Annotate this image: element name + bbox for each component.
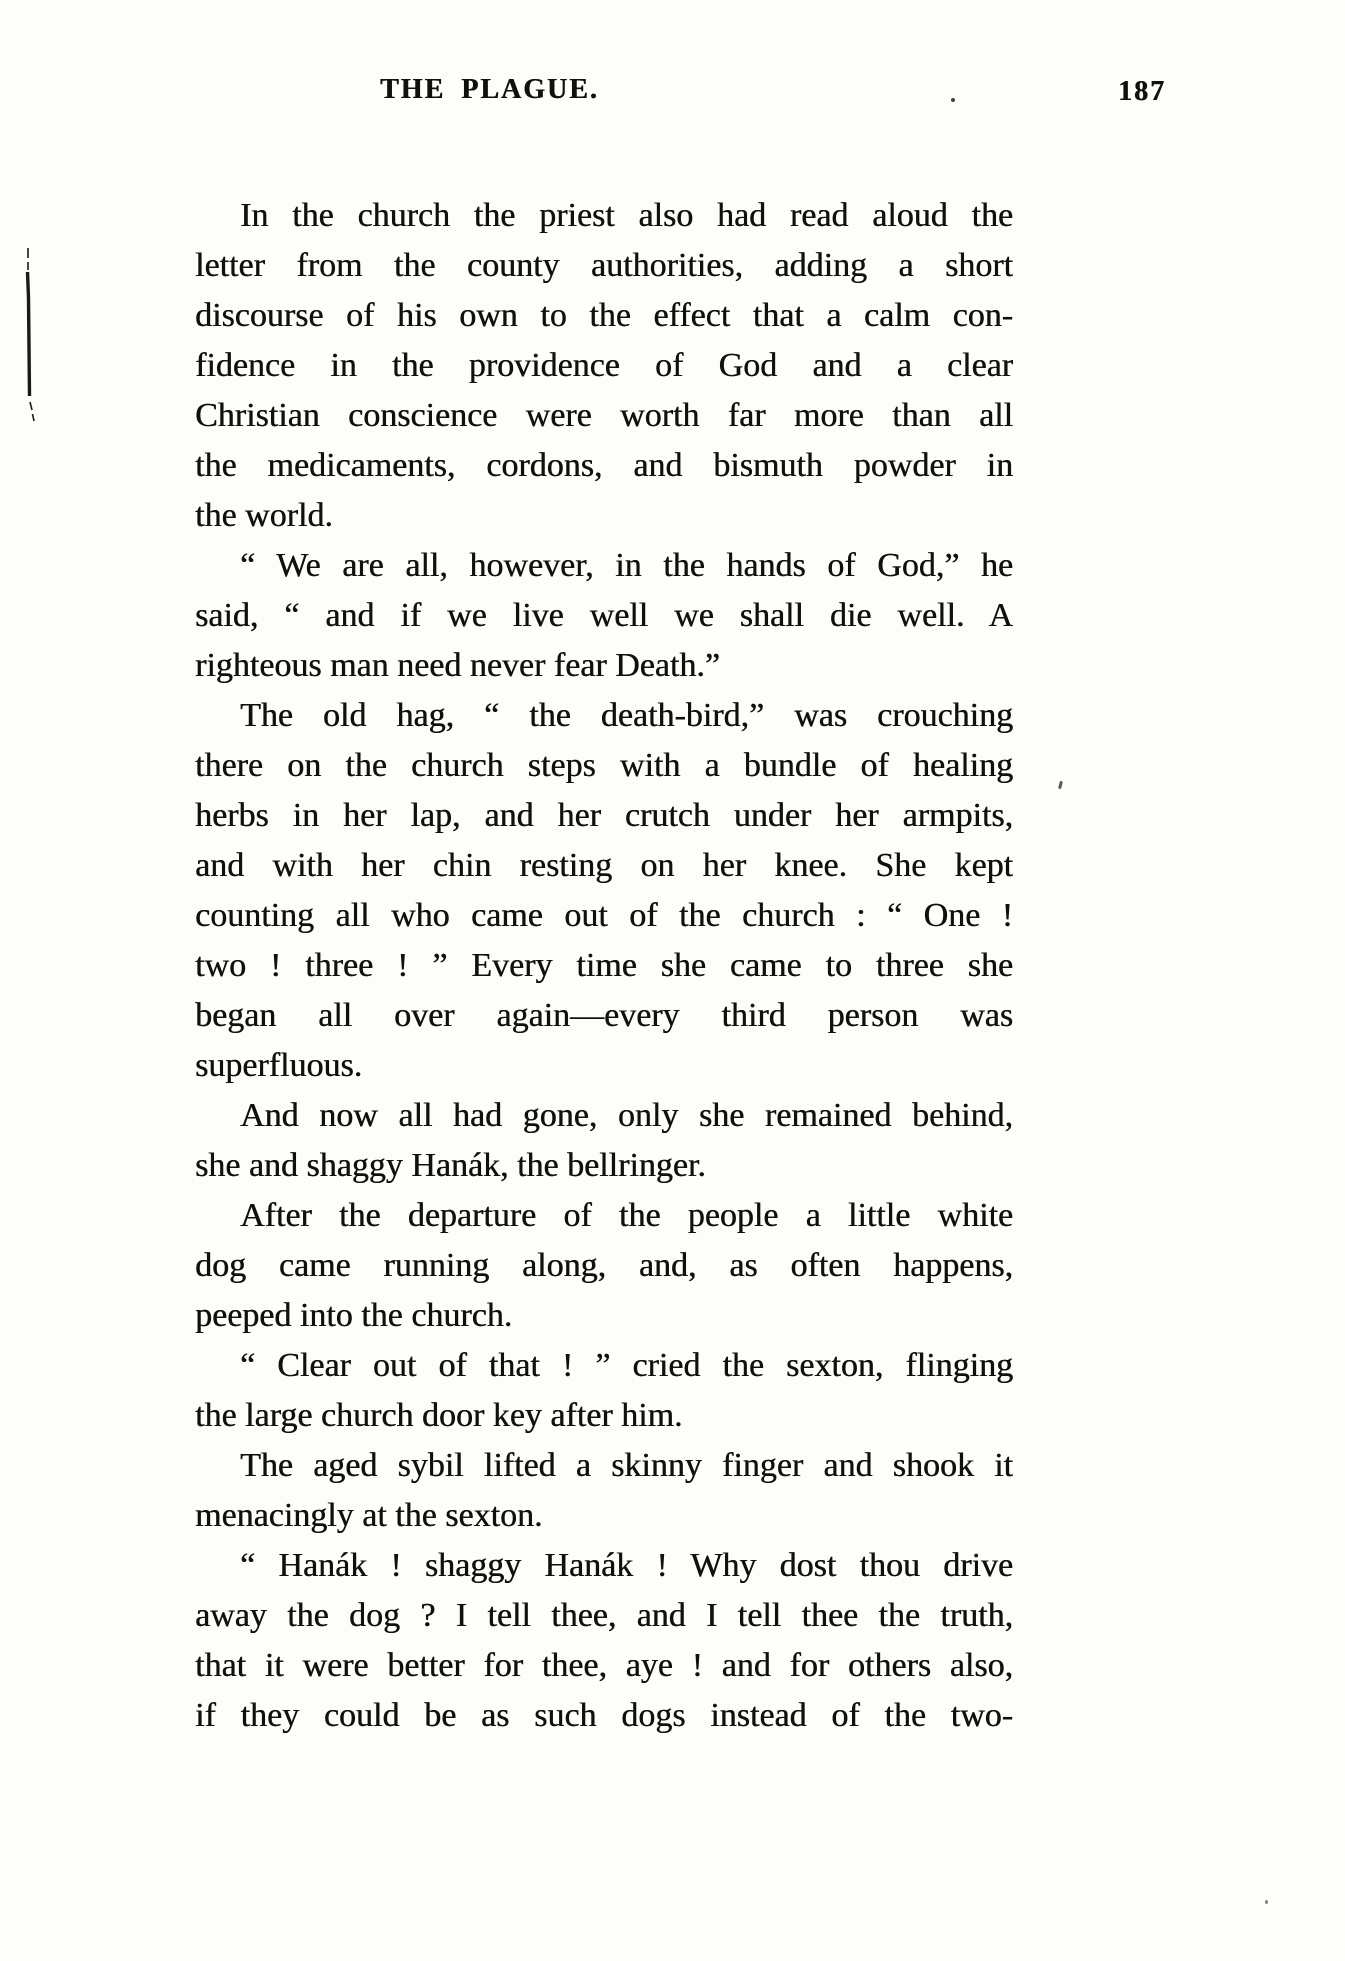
text-line: and with her chin resting on her knee. She kept — [195, 847, 1013, 884]
text-line: Christian conscience were worth far more than all — [195, 397, 1013, 434]
text-line: “ Clear out of that ! ” cried the sexton, flinging — [240, 1347, 1013, 1384]
paragraph — [195, 691, 1013, 1091]
text-line: two ! three ! ” Every time she came to three she — [195, 947, 1013, 984]
ink-speck — [1058, 781, 1063, 789]
text-line: The old hag, “ the death-bird,” was crouching — [240, 697, 1013, 734]
text-line: menacingly at the sexton. — [195, 1497, 543, 1534]
paragraph — [195, 1341, 1013, 1441]
text-line: if they could be as such dogs instead of the two- — [195, 1697, 1013, 1734]
text-line: said, “ and if we live well we shall die well. A — [195, 597, 1013, 634]
body-text — [195, 191, 1013, 1741]
text-line: away the dog ? I tell thee, and I tell thee the truth, — [195, 1597, 1013, 1634]
paragraph — [195, 541, 1013, 691]
text-line: After the departure of the people a little white — [240, 1197, 1013, 1234]
text-line: discourse of his own to the effect that a calm con- — [195, 297, 1013, 334]
text-line: “ We are all, however, in the hands of God,” he — [240, 547, 1013, 584]
text-line: counting all who came out of the church : “ One ! — [195, 897, 1013, 934]
text-line: she and shaggy Hanák, the bellringer. — [195, 1147, 706, 1184]
page-number: 187 — [1118, 76, 1166, 107]
ink-speck — [951, 98, 955, 102]
text-line: dog came running along, and, as often happens, — [195, 1247, 1013, 1284]
text-line: righteous man need never fear Death.” — [195, 647, 720, 684]
text-line: began all over again—every third person was — [195, 997, 1013, 1034]
pen-stroke-artifact — [22, 246, 36, 422]
text-line: the world. — [195, 497, 333, 534]
text-line: the medicaments, cordons, and bismuth powder in — [195, 447, 1013, 484]
ink-speck — [1265, 1900, 1268, 1904]
running-header — [0, 74, 1345, 114]
paragraph — [195, 1191, 1013, 1341]
text-line: superfluous. — [195, 1047, 363, 1084]
text-line: The aged sybil lifted a skinny finger and shook it — [240, 1447, 1013, 1484]
paragraph — [195, 1541, 1013, 1741]
text-line: herbs in her lap, and her crutch under her armpits, — [195, 797, 1013, 834]
text-line: the large church door key after him. — [195, 1397, 683, 1434]
text-line: peeped into the church. — [195, 1297, 513, 1334]
page-title: THE PLAGUE. — [380, 74, 599, 105]
paragraph — [195, 1441, 1013, 1541]
paragraph — [195, 191, 1013, 541]
text-line: “ Hanák ! shaggy Hanák ! Why dost thou drive — [240, 1547, 1013, 1584]
paragraph — [195, 1091, 1013, 1191]
text-line: letter from the county authorities, adding a short — [195, 247, 1013, 284]
text-line: that it were better for thee, aye ! and for others also, — [195, 1647, 1013, 1684]
text-line: And now all had gone, only she remained behind, — [240, 1097, 1013, 1134]
text-line: fidence in the providence of God and a clear — [195, 347, 1013, 384]
text-line: there on the church steps with a bundle of healing — [195, 747, 1013, 784]
text-line: In the church the priest also had read aloud the — [240, 197, 1013, 234]
